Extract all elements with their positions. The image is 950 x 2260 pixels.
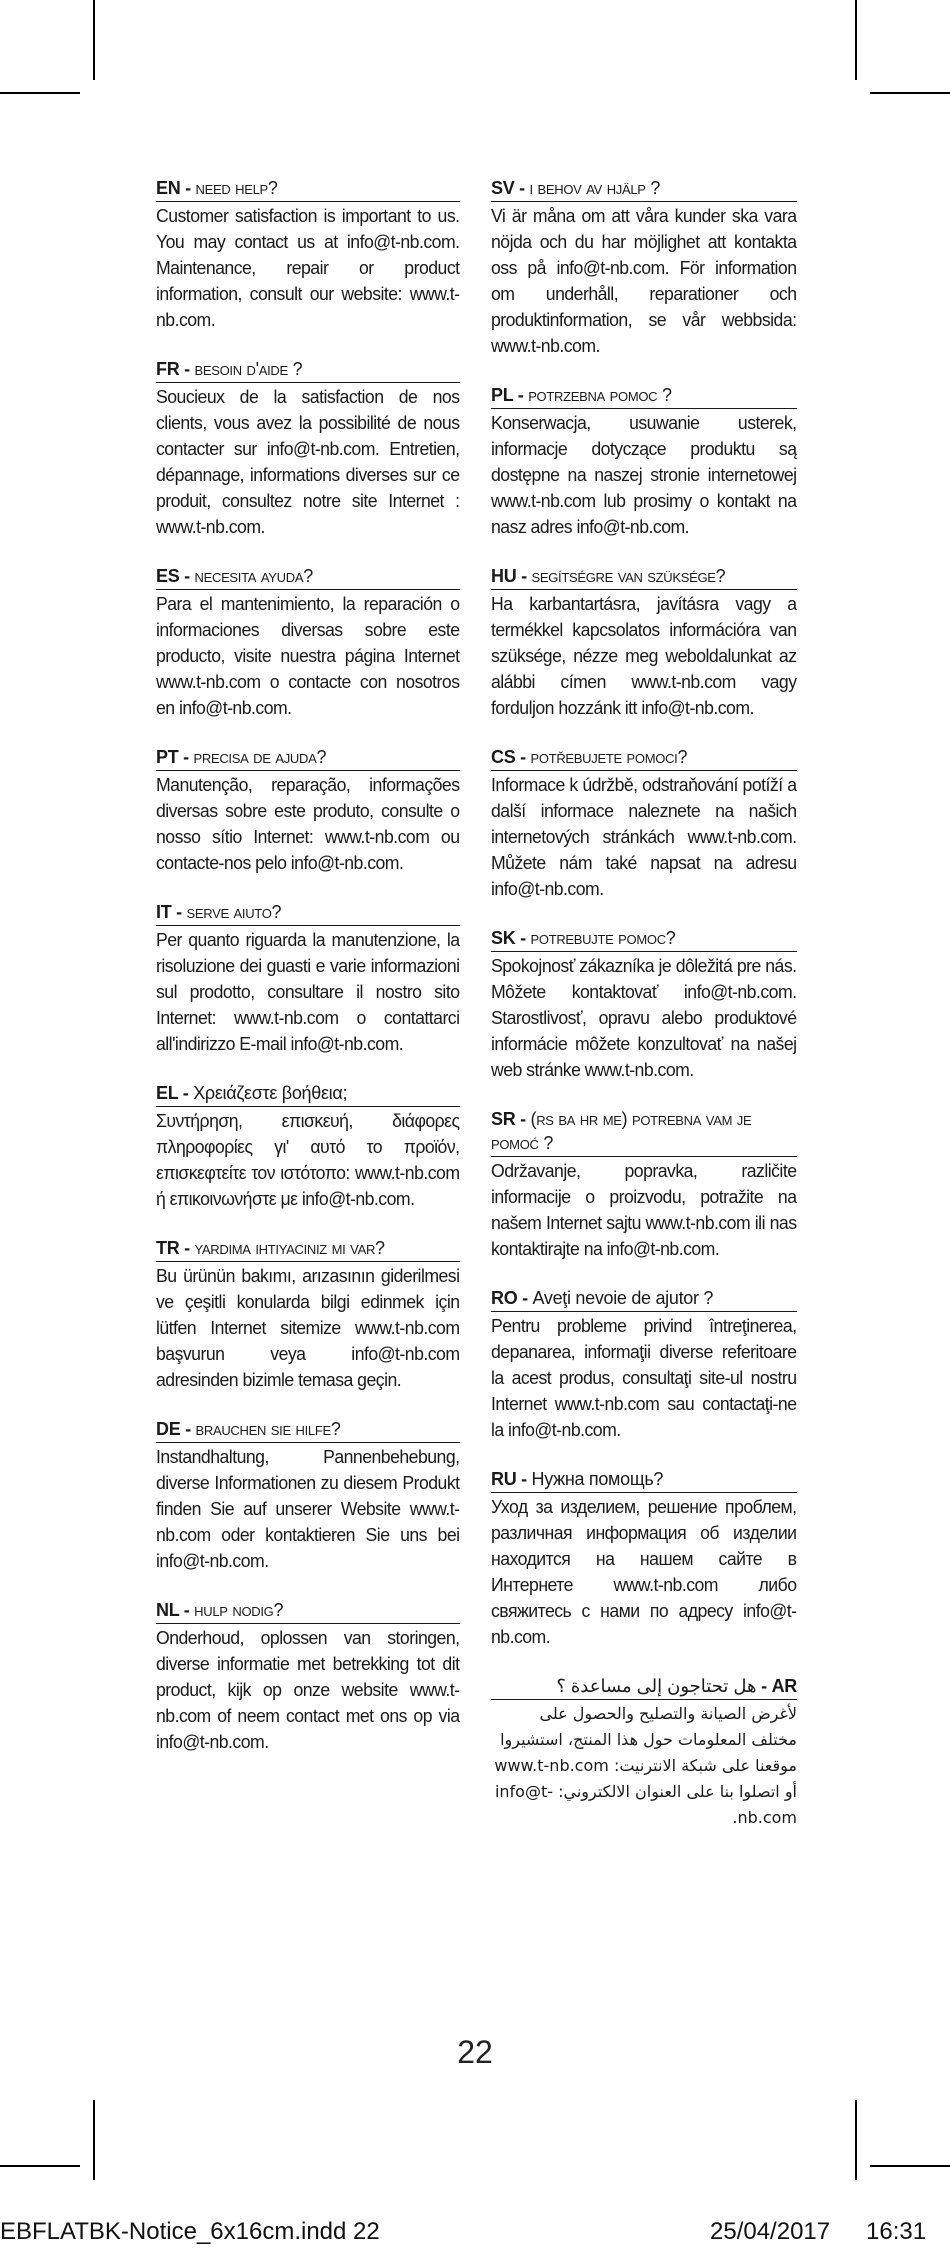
- section-heading: EL - Χρειάζεστε βοήθεια;: [156, 1081, 460, 1107]
- crop-mark: [870, 2165, 950, 2167]
- section-sk: [491, 926, 797, 1083]
- section-ru: [491, 1467, 797, 1650]
- footer-time: 16:31: [866, 2218, 927, 2245]
- section-heading: EN - need help?: [156, 176, 460, 202]
- section-heading: CS - potřebujete pomoci?: [491, 745, 797, 771]
- section-cs: [491, 745, 797, 902]
- section-sv: [491, 176, 797, 359]
- section-heading: SR - (rs ba hr me) potrebna vam je pomoć ?: [491, 1107, 797, 1157]
- section-heading: TR - yardima ihtiyaciniz mi var?: [156, 1236, 460, 1262]
- section-heading: IT - serve aiuto?: [156, 900, 460, 926]
- section-body: Konserwacja, usuwanie usterek, informacje dotyczące produktu są dostępne na naszej stronie internetowej www.t-nb.com lub prosimy o kontakt na nasz adres info@t-nb.com.: [491, 412, 797, 537]
- section-heading: RU - Нужна помощь?: [491, 1467, 797, 1493]
- section-heading: SV - i behov av hjälp ?: [491, 176, 797, 202]
- section-nl: [156, 1598, 460, 1755]
- section-en: [156, 176, 460, 333]
- section-body: Per quanto riguarda la manutenzione, la risoluzione dei guasti e varie informazioni sul prodotto, consultare il nostro sito Internet: www.t-nb.com o contattarci all'indirizzo E-mail info@t-nb.com.: [156, 929, 460, 1054]
- section-body: Instandhaltung, Pannenbehebung, diverse Informationen zu diesem Produkt finden Sie auf unserer Website www.t-nb.com oder kontaktieren Sie uns bei info@t-nb.com.: [156, 1446, 460, 1571]
- section-heading: SK - potrebujte pomoc?: [491, 926, 797, 952]
- crop-mark: [0, 92, 80, 94]
- section-heading: PL - potrzebna pomoc ?: [491, 383, 797, 409]
- section-heading: NL - hulp nodig?: [156, 1598, 460, 1624]
- section-pl: [491, 383, 797, 540]
- section-body: Onderhoud, oplossen van storingen, diverse informatie met betrekking tot dit product, kijk op onze website www.t-nb.com of neem contact met ons op via info@t-nb.com.: [156, 1627, 460, 1752]
- crop-mark: [93, 0, 95, 80]
- section-fr: [156, 357, 460, 540]
- section-heading: ES - necesita ayuda?: [156, 564, 460, 590]
- crop-mark: [855, 2100, 857, 2180]
- crop-mark: [870, 92, 950, 94]
- section-heading: DE - brauchen sie hilfe?: [156, 1417, 460, 1443]
- left-column: [156, 176, 460, 1779]
- section-es: [156, 564, 460, 721]
- footer-date: 25/04/2017: [710, 2218, 831, 2245]
- section-de: [156, 1417, 460, 1574]
- section-heading: HU - segítségre van szüksége?: [491, 564, 797, 590]
- section-body: Para el mantenimiento, la reparación o informaciones diversas sobre este producto, visite nuestra página Internet www.t-nb.com o contacte con nosotros en info@t-nb.com.: [156, 593, 460, 718]
- section-body: Ha karbantartásra, javításra vagy a termékkel kapcsolatos információra van szüksége, nézze meg weboldalunkat az alábbi címen www.t-nb.com vagy forduljon hozzánk itt info@t-nb.com.: [491, 593, 797, 718]
- section-body: Informace k údržbě, odstraňování potíží a další informace naleznete na našich internetových stránkách www.t-nb.com. Můžete nám také napsat na adresu info@t-nb.com.: [491, 774, 797, 899]
- section-body: Уход за изделием, решение проблем, различная информация об изделии находится на нашем сайте в Интернете www.t-nb.com либо свяжитесь с нами по адресу info@t-nb.com.: [491, 1496, 797, 1647]
- section-body: Soucieux de la satisfaction de nos clients, vous avez la possibilité de nous contacter sur info@t-nb.com. Entretien, dépannage, informations diverses sur ce produit, consultez notre site Internet : www.t-nb.com.: [156, 386, 460, 537]
- section-body: Spokojnosť zákazníka je dôležitá pre nás. Môžete kontaktovať info@t-nb.com. Starostlivosť, opravu alebo produktové informácie môžete konzultovať na našej web stránke www.t-nb.com.: [491, 955, 797, 1080]
- section-body: Vi är måna om att våra kunder ska vara nöjda och du har möjlighet att kontakta oss på info@t-nb.com. För information om underhåll, reparationer och produktinformation, se vår webbsida: www.t-nb.com.: [491, 205, 797, 356]
- right-column: [491, 176, 797, 1855]
- section-ro: [491, 1286, 797, 1443]
- section-body: Συντήρηση, επισκευή, διάφορες πληροφορίες γι' αυτό το προϊόν, επισκεφτείτε τον ιστότοπο: www.t-nb.com ή επικοινωνήστε με info@t-nb.com.: [156, 1110, 460, 1209]
- section-body: Manutenção, reparação, informações diversas sobre este produto, consulte o nosso sítio Internet: www.t-nb.com ou contacte-nos pelo info@t-nb.com.: [156, 774, 460, 873]
- section-sr: [491, 1107, 797, 1262]
- section-it: [156, 900, 460, 1057]
- page-number: 22: [457, 2034, 493, 2070]
- section-heading: FR - besoin d'aide ?: [156, 357, 460, 383]
- section-heading: AR - هل تحتاجون إلى مساعدة ؟: [491, 1674, 797, 1700]
- crop-mark: [855, 0, 857, 80]
- section-body: Pentru probleme privind întreţinerea, depanarea, informaţii diverse referitoare la acest produs, consultaţi site-ul nostru Internet www.t-nb.com sau contactaţi-ne la info@t-nb.com.: [491, 1315, 797, 1440]
- crop-mark: [93, 2100, 95, 2180]
- footer-file: EBFLATBK-Notice_6x16cm.indd 22: [0, 2218, 380, 2245]
- section-body: Customer satisfaction is important to us. You may contact us at info@t-nb.com. Maintenance, repair or product information, consult our website: www.t-nb.com.: [156, 205, 460, 330]
- section-tr: [156, 1236, 460, 1393]
- section-body: لأغرض الصيانة والتصليح والحصول على مختلف المعلومات حول هذا المنتج، استشيروا موقعنا على شبكة الانترنيت: www.t-nb.com أو اتصلوا بنا على العنوان الالكتروني: info@t-nb.com.: [494, 1704, 797, 1827]
- section-hu: [491, 564, 797, 721]
- section-heading: RO - Aveţi nevoie de ajutor ?: [491, 1286, 797, 1312]
- section-heading: PT - precisa de ajuda?: [156, 745, 460, 771]
- section-ar: [491, 1674, 797, 1831]
- section-pt: [156, 745, 460, 876]
- section-el: [156, 1081, 460, 1212]
- section-body: Bu ürünün bakımı, arızasının giderilmesi ve çeşitli konularda bilgi edinmek için lütfen Internet sitemize www.t-nb.com başvurun veya info@t-nb.com adresinden bizimle temasa geçin.: [156, 1265, 460, 1390]
- section-body: Održavanje, popravka, različite informacije o proizvodu, potražite na našem Internet sajtu www.t-nb.com ili nas kontaktirajte na info@t-nb.com.: [491, 1160, 797, 1259]
- crop-mark: [0, 2165, 80, 2167]
